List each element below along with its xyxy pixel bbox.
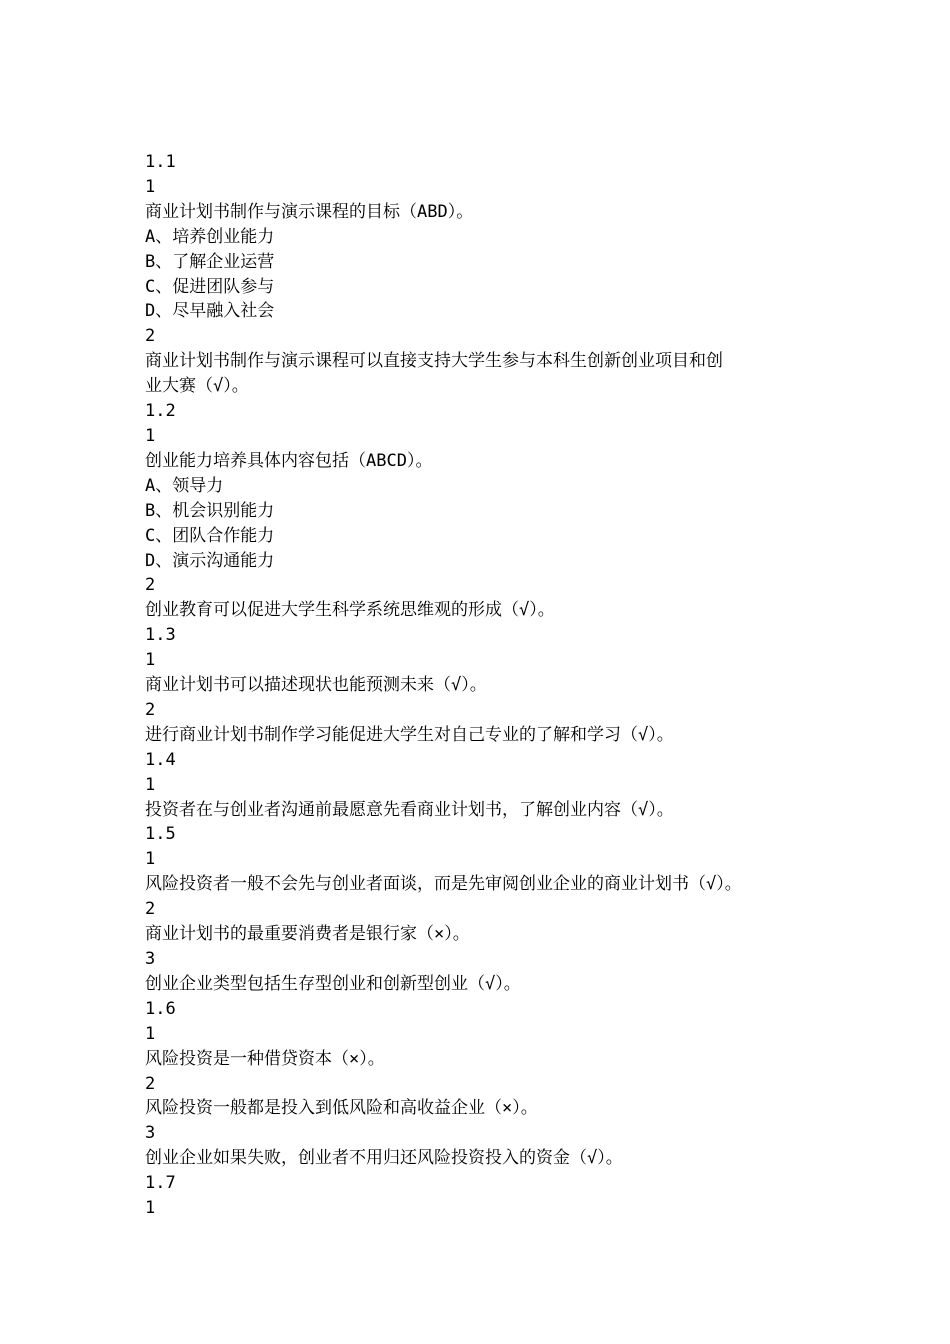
- answer-option: D、演示沟通能力: [145, 550, 275, 571]
- answer-option: D、尽早融入社会: [145, 301, 275, 322]
- question-text: 投资者在与创业者沟通前最愿意先看商业计划书，了解创业内容（√）。: [145, 799, 674, 820]
- question-text: 创业企业如果失败，创业者不用归还风险投资投入的资金（√）。: [145, 1148, 623, 1169]
- section-heading: 1.1: [145, 152, 176, 172]
- question-text: 创业能力培养具体内容包括（ABCD）。: [145, 450, 433, 471]
- section-heading: 1.5: [145, 824, 176, 845]
- question-number: 1: [145, 425, 156, 446]
- question-text: 商业计划书制作与演示课程可以直接支持大学生参与本科生创新创业项目和创: [145, 351, 723, 372]
- section-heading: 1.7: [145, 1173, 176, 1194]
- question-text: 创业教育可以促进大学生科学系统思维观的形成（√）。: [145, 600, 555, 621]
- question-number: 3: [145, 949, 156, 969]
- question-text: 商业计划书制作与演示课程的目标（ABD）。: [145, 201, 474, 222]
- section-heading: 1.3: [145, 625, 176, 646]
- question-number: 1: [145, 774, 156, 795]
- question-number: 2: [145, 575, 156, 596]
- answer-option: B、机会识别能力: [145, 500, 275, 521]
- question-text: 商业计划书的最重要消费者是银行家（×）。: [145, 924, 470, 945]
- answer-option: C、促进团队参与: [145, 276, 275, 297]
- answer-option: C、团队合作能力: [145, 525, 275, 546]
- question-text: 风险投资一般都是投入到低风险和高收益企业（×）。: [145, 1098, 538, 1119]
- question-text: 风险投资是一种借贷资本（×）。: [145, 1048, 385, 1069]
- question-number: 1: [145, 650, 156, 671]
- question-text: 风险投资者一般不会先与创业者面谈，而是先审阅创业企业的商业计划书（√）。: [145, 874, 742, 895]
- question-number: 2: [145, 899, 156, 920]
- question-number: 2: [145, 699, 156, 720]
- section-heading: 1.4: [145, 749, 176, 770]
- question-number: 1: [145, 849, 156, 870]
- question-number: 2: [145, 1073, 156, 1094]
- question-text: 创业企业类型包括生存型创业和创新型创业（√）。: [145, 973, 521, 994]
- answer-option: A、培养创业能力: [145, 226, 275, 247]
- question-number: 1: [145, 176, 156, 197]
- answer-option: B、了解企业运营: [145, 251, 275, 272]
- answer-option: A、领导力: [145, 475, 224, 496]
- section-heading: 1.2: [145, 401, 176, 422]
- question-text: 商业计划书可以描述现状也能预测未来（√）。: [145, 675, 487, 696]
- question-number: 2: [145, 326, 156, 347]
- question-number: 1: [145, 1198, 156, 1219]
- question-number: 1: [145, 1023, 156, 1044]
- document-body: [145, 150, 815, 1221]
- question-text: 业大赛（√）。: [145, 376, 249, 397]
- question-number: 3: [145, 1123, 156, 1144]
- section-heading: 1.6: [145, 998, 176, 1019]
- question-text: 进行商业计划书制作学习能促进大学生对自己专业的了解和学习（√）。: [145, 724, 674, 745]
